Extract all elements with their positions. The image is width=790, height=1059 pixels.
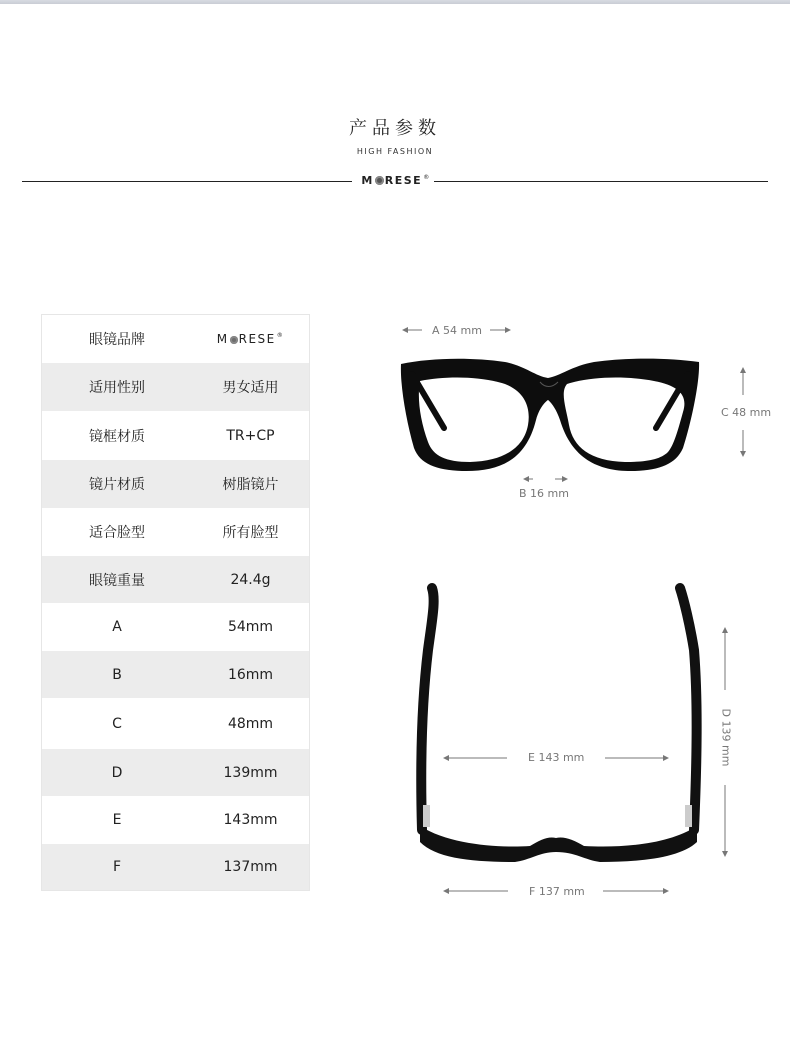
dimension-f-label: F 137 mm bbox=[529, 885, 585, 898]
page-subtitle: HIGH FASHION bbox=[356, 147, 434, 156]
spec-value: 24.4g bbox=[230, 571, 271, 588]
spec-label: 镜片材质 bbox=[89, 477, 145, 493]
spec-label: 镜框材质 bbox=[89, 428, 145, 445]
spec-label: 适用性别 bbox=[89, 380, 145, 396]
page-title: 产品参数 bbox=[349, 118, 441, 139]
spec-value: 137mm bbox=[223, 859, 278, 875]
spec-label: 眼镜重量 bbox=[89, 572, 145, 589]
spec-value: 54mm bbox=[227, 619, 274, 635]
spec-logo-m: M bbox=[216, 332, 229, 346]
spec-logo-registered-mark: ® bbox=[276, 332, 285, 339]
brand-registered-mark: ® bbox=[423, 174, 431, 181]
spec-label: B bbox=[112, 666, 122, 683]
spec-label: D bbox=[111, 764, 123, 781]
glasses-top-view bbox=[420, 588, 697, 862]
spec-value: 所有脸型 bbox=[222, 525, 279, 541]
spec-value: TR+CP bbox=[226, 427, 275, 444]
spec-label: A bbox=[112, 619, 122, 635]
dimension-b-label: B 16 mm bbox=[519, 487, 569, 500]
dimension-e-label: E 143 mm bbox=[528, 751, 585, 764]
spec-label: F bbox=[112, 859, 122, 875]
spec-value: 男女适用 bbox=[222, 380, 279, 396]
spec-value: 树脂镜片 bbox=[222, 477, 279, 493]
brand-logo-m: M bbox=[361, 174, 374, 187]
spec-value: 48mm bbox=[227, 715, 274, 732]
spec-label: E bbox=[112, 812, 122, 828]
spec-value: 139mm bbox=[223, 764, 278, 781]
dimension-d-label: D 139 mm bbox=[719, 708, 733, 767]
spec-label: 适合脸型 bbox=[89, 525, 145, 541]
spec-label: 眼镜品牌 bbox=[89, 332, 145, 348]
spec-logo-rest: RESE bbox=[238, 332, 276, 346]
spec-value: 16mm bbox=[227, 666, 274, 683]
dimension-a-label: A 54 mm bbox=[432, 324, 482, 337]
spec-value: 143mm bbox=[223, 812, 278, 828]
spec-label: C bbox=[112, 715, 122, 732]
dimension-c-label: C 48 mm bbox=[721, 406, 772, 419]
glasses-front-view bbox=[401, 359, 699, 471]
brand-logo-rest: RESE bbox=[384, 174, 423, 187]
